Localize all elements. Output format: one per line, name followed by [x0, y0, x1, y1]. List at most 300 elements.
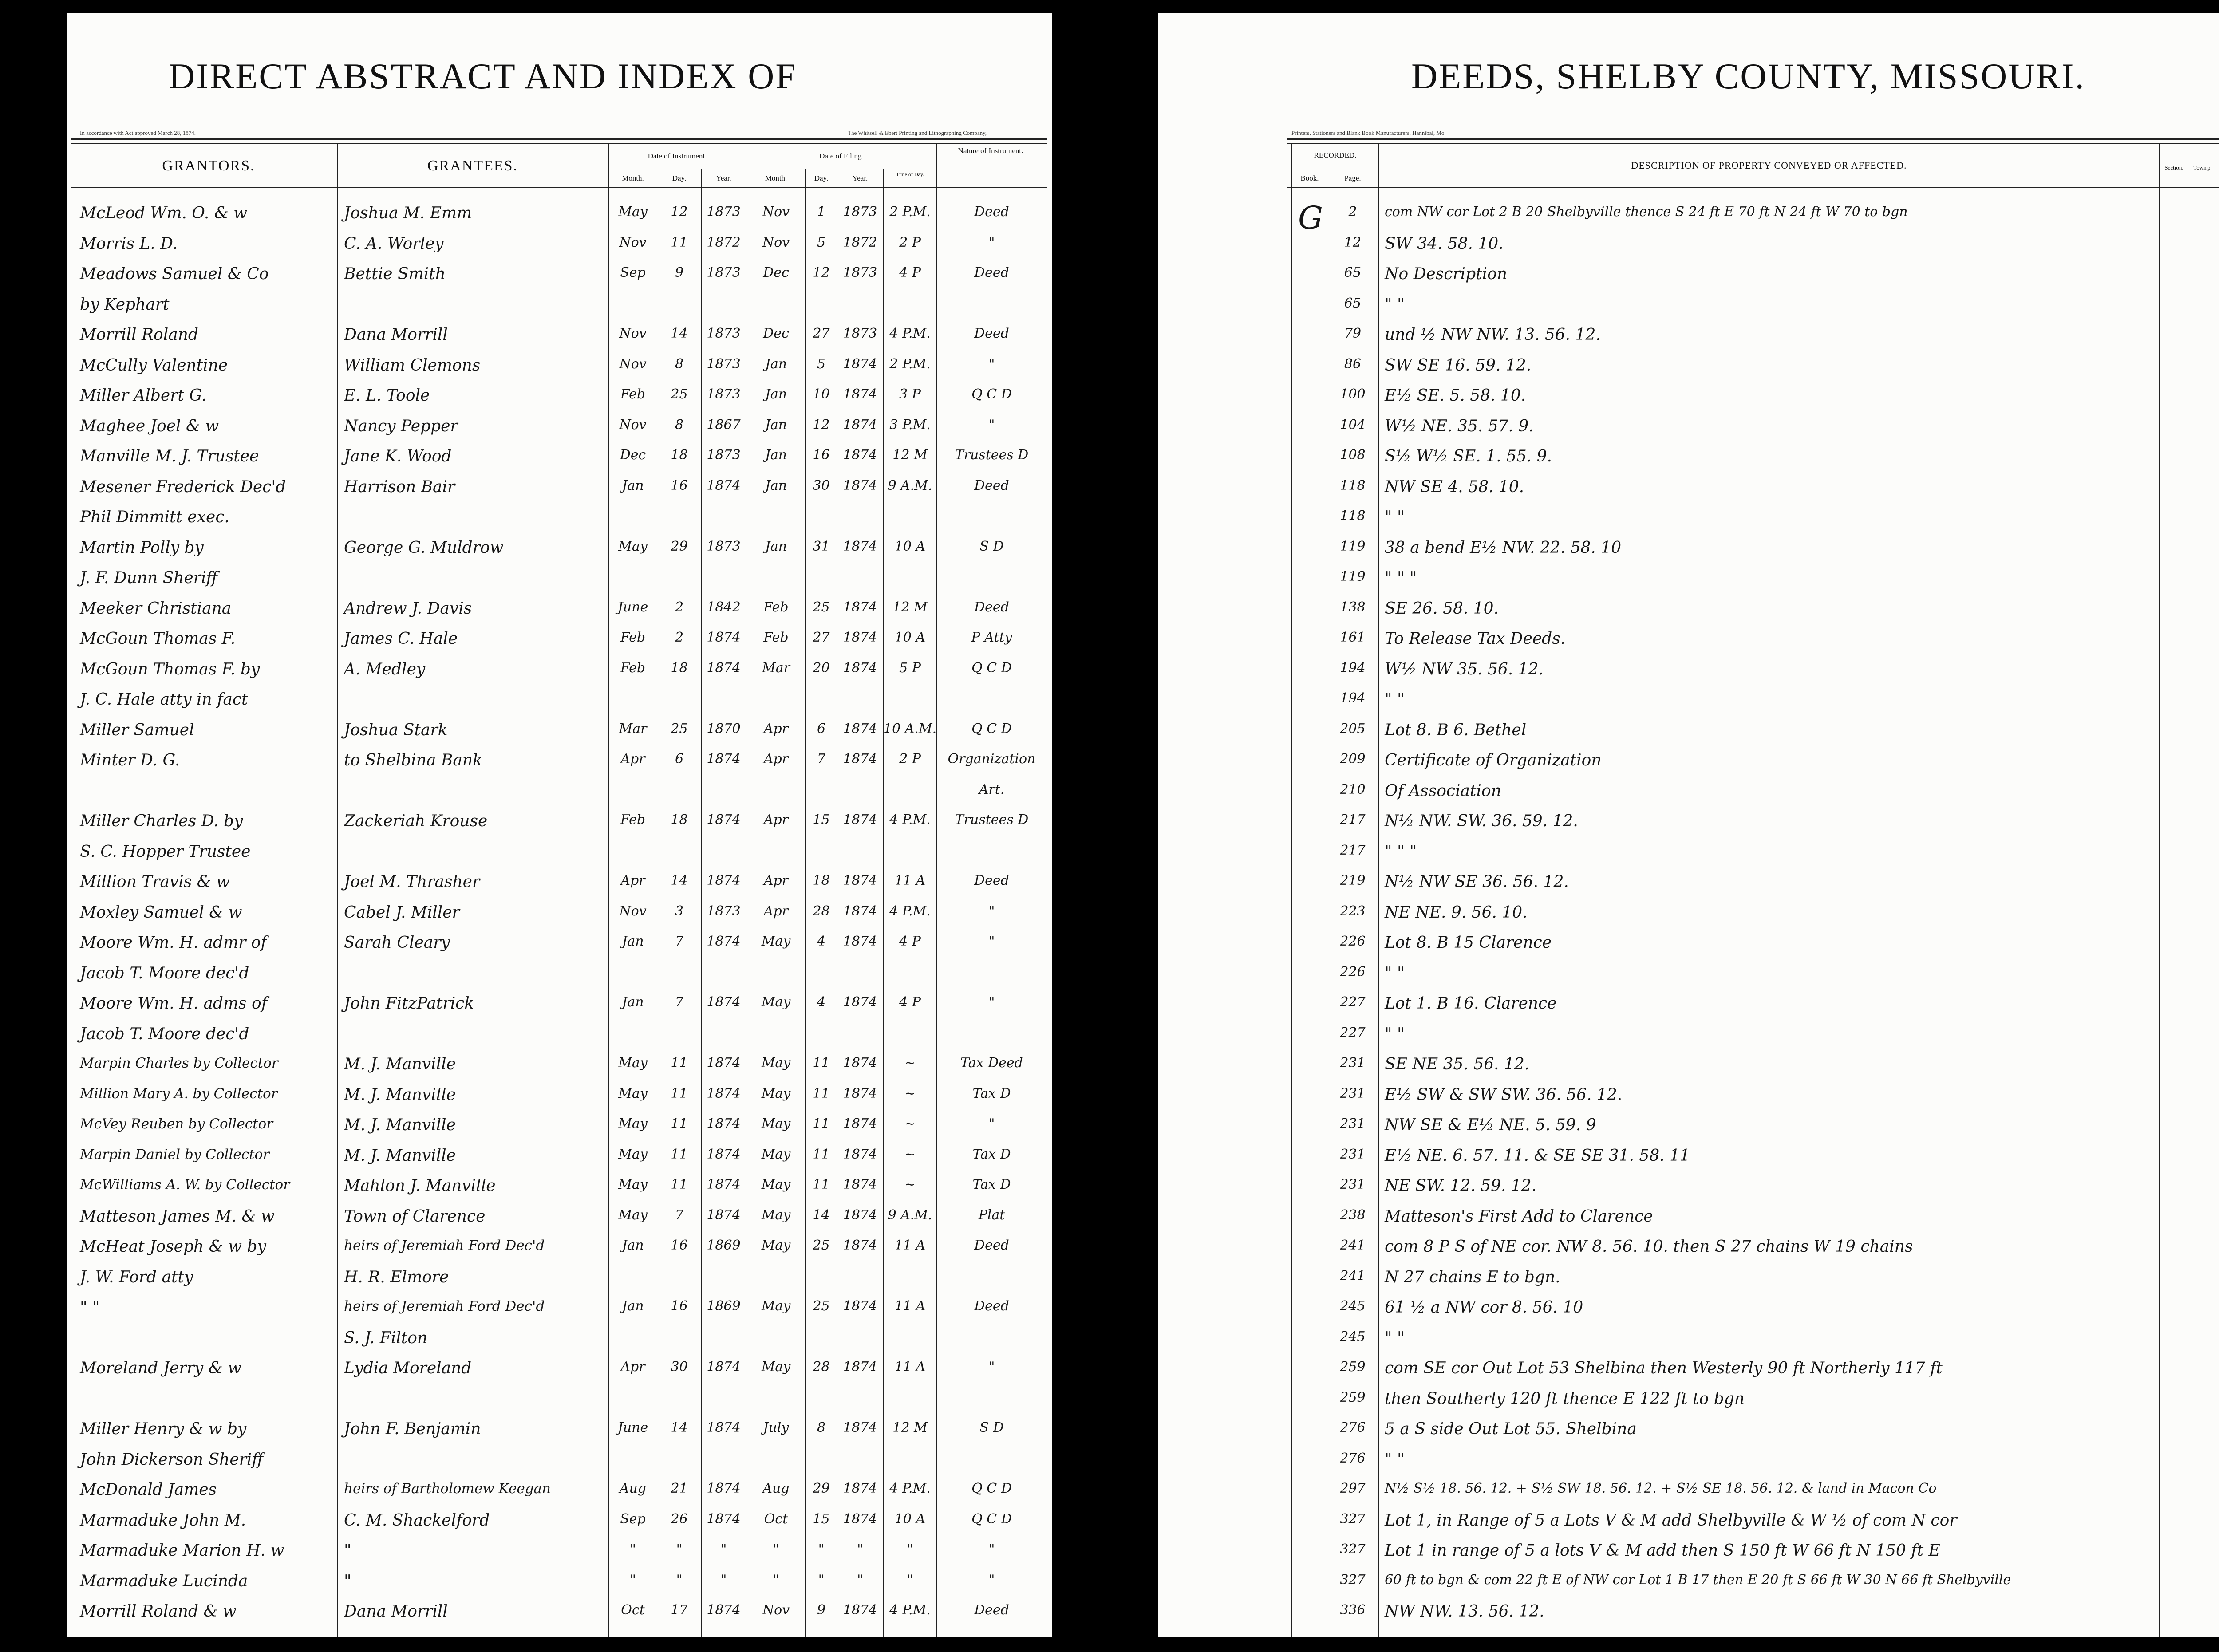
- filing-time-cell: 10 A: [894, 630, 926, 645]
- property-description-cell: N½ NW. SW. 36. 59. 12.: [1385, 812, 1578, 830]
- instrument-year-cell: 1874: [707, 1207, 741, 1223]
- nature-cell: Deed: [974, 873, 1009, 888]
- instrument-day-cell: 7: [675, 934, 684, 949]
- instrument-day-cell: 9: [675, 265, 684, 280]
- filing-day-cell: 27: [813, 630, 830, 645]
- instrument-day-cell: ": [676, 1572, 683, 1588]
- instrument-day-cell: 18: [671, 812, 688, 828]
- filing-time-cell: 12 M: [892, 1420, 928, 1435]
- instrument-year-cell: 1874: [707, 1116, 741, 1132]
- instrument-day-cell: 16: [671, 1298, 688, 1314]
- filing-time-cell: 4 P.M.: [889, 1602, 931, 1618]
- grantee-cell: ": [344, 1542, 351, 1560]
- record-page-cell: 231: [1340, 1146, 1366, 1162]
- property-description-cell: To Release Tax Deeds.: [1385, 630, 1566, 648]
- filing-day-cell: 25: [813, 1298, 830, 1314]
- instrument-year-cell: 1873: [707, 326, 741, 341]
- instrument-year-cell: 1873: [707, 903, 741, 919]
- instrument-day-cell: 14: [671, 1420, 688, 1435]
- grantor-cell: Miller Samuel: [80, 721, 194, 739]
- nature-cell: Deed: [974, 204, 1009, 220]
- time-of-day-header: Time of Day.: [896, 171, 924, 177]
- grantor-cell: S. C. Hopper Trustee: [80, 842, 251, 861]
- filing-month-cell: Apr: [763, 721, 789, 737]
- instrument-day-cell: 21: [671, 1481, 688, 1496]
- filing-time-cell: 4 P: [899, 265, 921, 280]
- filing-year-cell: 1872: [843, 234, 877, 250]
- property-description-cell: NW NW. 13. 56. 12.: [1385, 1602, 1544, 1620]
- filing-time-cell: ~: [904, 1116, 916, 1132]
- instrument-year-cell: 1873: [707, 356, 741, 372]
- instrument-month-cell: June: [617, 599, 648, 615]
- instrument-year-cell: 1874: [707, 477, 741, 493]
- filing-year-cell: 1874: [843, 1481, 877, 1496]
- filing-year-cell: 1874: [843, 934, 877, 949]
- record-page-cell: 227: [1340, 1025, 1366, 1041]
- filing-day-cell: 11: [813, 1177, 830, 1192]
- nature-cell: ": [988, 356, 995, 372]
- filing-month-cell: Feb: [763, 630, 789, 645]
- grantor-cell: McHeat Joseph & w by: [80, 1238, 266, 1256]
- filing-day-cell: 15: [813, 1511, 830, 1527]
- filing-year-cell: 1874: [843, 721, 877, 737]
- property-description-cell: Lot 8. B 6. Bethel: [1385, 721, 1527, 739]
- instrument-year-cell: 1874: [707, 630, 741, 645]
- top-thick-rule: [1287, 138, 2219, 140]
- record-page-cell: 227: [1340, 994, 1366, 1010]
- property-description-cell: " ": [1385, 964, 1405, 982]
- instrument-month-cell: Aug: [619, 1481, 647, 1496]
- grantor-cell: Morris L. D.: [80, 234, 178, 253]
- nature-cell: Deed: [974, 326, 1009, 341]
- property-description-cell: SE NE 35. 56. 12.: [1385, 1055, 1530, 1073]
- grantor-cell: Morrill Roland: [80, 326, 198, 344]
- description-header: DESCRIPTION OF PROPERTY CONVEYED OR AFFECTED.: [1631, 160, 1907, 171]
- grantor-cell: Meeker Christiana: [80, 599, 232, 618]
- grantor-cell: by Kephart: [80, 295, 170, 314]
- property-description-cell: SE 26. 58. 10.: [1385, 599, 1499, 618]
- instrument-year-cell: 1874: [707, 1177, 741, 1192]
- filing-year-cell: 1874: [843, 1055, 877, 1071]
- recorded-header: RECORDED.: [1314, 151, 1357, 159]
- filing-day-cell: 5: [817, 356, 826, 372]
- property-description-cell: E½ SW & SW SW. 36. 56. 12.: [1385, 1085, 1623, 1104]
- grantor-cell: McCully Valentine: [80, 356, 228, 375]
- record-page-cell: 241: [1340, 1238, 1366, 1253]
- grantor-cell: Phil Dimmitt exec.: [80, 508, 229, 526]
- filing-year-cell: 1874: [843, 386, 877, 402]
- filing-day-cell: 11: [813, 1146, 830, 1162]
- record-page-cell: 118: [1340, 477, 1366, 493]
- grantee-cell: William Clemons: [344, 356, 481, 375]
- record-page-cell: 86: [1344, 356, 1362, 372]
- filing-time-cell: 11 A: [894, 1238, 926, 1253]
- grantee-cell: H. R. Elmore: [344, 1268, 449, 1286]
- filing-year-cell: 1874: [843, 1146, 877, 1162]
- grantee-cell: heirs of Jeremiah Ford Dec'd: [344, 1298, 545, 1314]
- filing-time-cell: 11 A: [894, 1359, 926, 1375]
- date-instrument-header: Date of Instrument.: [648, 152, 707, 160]
- instrument-year-cell: ": [720, 1542, 727, 1557]
- grantor-cell: McDonald James: [80, 1481, 217, 1499]
- grantee-cell: M. J. Manville: [344, 1055, 456, 1073]
- filing-month-cell: May: [761, 1238, 791, 1253]
- filing-day-cell: 4: [817, 934, 826, 949]
- record-page-cell: 194: [1340, 660, 1366, 676]
- instrument-month-cell: Jan: [622, 934, 644, 949]
- instrument-month-cell: May: [618, 1207, 648, 1223]
- filing-year-cell: 1874: [843, 630, 877, 645]
- filing-month-cell: Aug: [762, 1481, 790, 1496]
- property-description-cell: S½ W½ SE. 1. 55. 9.: [1385, 447, 1552, 465]
- grantee-cell: Zackeriah Krouse: [344, 812, 488, 830]
- filing-year-cell: 1874: [843, 812, 877, 828]
- filing-day-cell: 25: [813, 599, 830, 615]
- grantee-cell: M. J. Manville: [344, 1146, 456, 1165]
- instrument-month-cell: May: [618, 1085, 648, 1101]
- grantee-cell: C. A. Worley: [344, 234, 444, 253]
- grantor-cell: Moore Wm. H. adms of: [80, 994, 268, 1013]
- header-bottom-rule: [1287, 187, 2219, 188]
- instrument-day-cell: 7: [675, 994, 684, 1010]
- grantor-cell: Marpin Charles by Collector: [80, 1055, 278, 1071]
- grantee-cell: E. L. Toole: [344, 386, 430, 405]
- instrument-day-cell: 25: [671, 386, 688, 402]
- record-page-cell: 65: [1344, 295, 1362, 311]
- filing-time-cell: 2 P: [899, 234, 921, 250]
- record-page-cell: 231: [1340, 1055, 1366, 1071]
- filing-time-cell: 4 P.M.: [889, 326, 931, 341]
- nature-cell: Deed: [974, 1238, 1009, 1253]
- binder-hole: [1127, 426, 1142, 470]
- instrument-month-cell: Feb: [620, 812, 646, 828]
- filing-month-cell: ": [773, 1542, 779, 1557]
- nature-cell: Tax Deed: [960, 1055, 1023, 1071]
- record-page-cell: 327: [1340, 1511, 1366, 1527]
- property-description-cell: E½ NE. 6. 57. 11. & SE SE 31. 58. 11: [1385, 1146, 1690, 1165]
- filing-day-cell: 27: [813, 326, 830, 341]
- filing-time-cell: 11 A: [894, 873, 926, 888]
- filing-year-cell: 1874: [843, 417, 877, 433]
- instrument-year-cell: 1874: [707, 751, 741, 767]
- record-page-cell: 2: [1348, 204, 1357, 220]
- day-header: Day.: [814, 174, 829, 182]
- filing-time-cell: 10 A: [894, 1511, 926, 1527]
- instrument-year-cell: 1872: [707, 234, 741, 250]
- instrument-year-cell: 1874: [707, 1481, 741, 1496]
- instrument-year-cell: 1874: [707, 1420, 741, 1435]
- record-page-cell: 297: [1340, 1481, 1366, 1496]
- record-page-cell: 231: [1340, 1177, 1366, 1192]
- property-description-cell: 38 a bend E½ NW. 22. 58. 10: [1385, 538, 1622, 557]
- filing-time-cell: 9 A.M.: [888, 477, 932, 493]
- nature-cell: ": [988, 234, 995, 250]
- nature-cell: Deed: [974, 1602, 1009, 1618]
- filing-year-cell: ": [857, 1542, 863, 1557]
- instrument-year-cell: 1874: [707, 1602, 741, 1618]
- nature-cell: Deed: [974, 477, 1009, 493]
- instrument-month-cell: Jan: [622, 994, 644, 1010]
- filing-day-cell: 1: [817, 204, 826, 220]
- instrument-day-cell: 17: [671, 1602, 688, 1618]
- grantor-cell: Miller Charles D. by: [80, 812, 243, 830]
- filing-time-cell: 5 P: [899, 660, 921, 676]
- binder-hole: [1127, 293, 1142, 337]
- record-page-cell: 336: [1340, 1602, 1366, 1618]
- property-description-cell: W½ NE. 35. 57. 9.: [1385, 417, 1534, 435]
- record-page-cell: 259: [1340, 1359, 1366, 1375]
- grantor-cell: Marpin Daniel by Collector: [80, 1146, 270, 1163]
- filing-year-cell: 1874: [843, 447, 877, 463]
- instrument-day-cell: 18: [671, 447, 688, 463]
- grantor-cell: Million Mary A. by Collector: [80, 1085, 278, 1102]
- nature-cell: Deed: [974, 599, 1009, 615]
- property-description-cell: " ": [1385, 1450, 1405, 1469]
- instrument-year-cell: 1870: [707, 721, 741, 737]
- grantor-cell: McVey Reuben by Collector: [80, 1116, 273, 1132]
- grantee-cell: Jane K. Wood: [344, 447, 452, 465]
- grantee-cell: Sarah Cleary: [344, 934, 450, 952]
- instrument-day-cell: 8: [675, 356, 684, 372]
- book-letter: G: [1298, 200, 1323, 236]
- filing-year-cell: 1874: [843, 538, 877, 554]
- property-description-cell: Lot 1, in Range of 5 a Lots V & M add Shelbyville & W ½ of com N cor: [1385, 1511, 1957, 1530]
- property-description-cell: N 27 chains E to bgn.: [1385, 1268, 1560, 1286]
- grantor-cell: Million Travis & w: [80, 873, 230, 891]
- instrument-year-cell: 1874: [707, 1085, 741, 1101]
- instrument-day-cell: 2: [675, 630, 684, 645]
- filing-day-cell: ": [818, 1542, 825, 1557]
- filing-year-cell: 1874: [843, 1420, 877, 1435]
- record-page-cell: 231: [1340, 1116, 1366, 1132]
- nature-cell: Q C D: [971, 1481, 1012, 1496]
- record-page-cell: 259: [1340, 1389, 1366, 1405]
- grantee-cell: James C. Hale: [344, 630, 458, 648]
- property-description-cell: N½ S½ 18. 56. 12. + S½ SW 18. 56. 12. + S½ SE 18. 56. 12. & land in Macon Co: [1385, 1481, 1937, 1496]
- instrument-month-cell: May: [618, 1116, 648, 1132]
- nature-cell: Q C D: [971, 721, 1012, 737]
- filing-year-cell: 1874: [843, 903, 877, 919]
- nature-cell: ": [988, 1116, 995, 1132]
- filing-month-cell: May: [761, 1177, 791, 1192]
- record-page-cell: 210: [1340, 781, 1366, 797]
- grantee-cell: John F. Benjamin: [344, 1420, 481, 1438]
- filing-time-cell: 4 P: [899, 994, 921, 1010]
- filing-month-cell: May: [761, 1116, 791, 1132]
- instrument-month-cell: Mar: [619, 721, 647, 737]
- instrument-month-cell: Jan: [622, 1298, 644, 1314]
- nature-cell: Tax D: [972, 1146, 1011, 1162]
- nature-cell: Deed: [974, 1298, 1009, 1314]
- instrument-month-cell: ": [630, 1542, 636, 1557]
- instrument-day-cell: 11: [671, 1116, 688, 1132]
- filing-time-cell: ~: [904, 1146, 916, 1162]
- filing-month-cell: Apr: [763, 903, 789, 919]
- property-description-cell: 5 a S side Out Lot 55. Shelbina: [1385, 1420, 1637, 1438]
- filing-time-cell: 4 P.M.: [889, 903, 931, 919]
- grantor-cell: Moore Wm. H. admr of: [80, 934, 267, 952]
- date-filing-header: Date of Filing.: [819, 152, 864, 160]
- binder-hole: [1127, 1322, 1142, 1367]
- grantee-cell: Joel M. Thrasher: [344, 873, 480, 891]
- property-description-cell: und ½ NW NW. 13. 56. 12.: [1385, 326, 1601, 344]
- instrument-day-cell: ": [676, 1542, 683, 1557]
- top-thin-rule: [1287, 143, 2219, 144]
- grantor-cell: Marmaduke John M.: [80, 1511, 246, 1530]
- instrument-month-cell: Dec: [620, 447, 646, 463]
- instrument-month-cell: May: [618, 204, 648, 220]
- filing-time-cell: 9 A.M.: [888, 1207, 932, 1223]
- nature-cell: Q C D: [971, 386, 1012, 402]
- record-page-cell: 241: [1340, 1268, 1366, 1284]
- grantor-cell: McWilliams A. W. by Collector: [80, 1177, 290, 1193]
- grantor-cell: Marmaduke Lucinda: [80, 1572, 248, 1590]
- filing-year-cell: 1874: [843, 994, 877, 1010]
- property-description-cell: SW 34. 58. 10.: [1385, 234, 1504, 253]
- filing-time-cell: 11 A: [894, 1298, 926, 1314]
- instrument-day-cell: 6: [675, 751, 684, 767]
- filing-month-cell: Jan: [765, 477, 787, 493]
- record-page-cell: 276: [1340, 1450, 1366, 1466]
- grantor-cell: Jacob T. Moore dec'd: [80, 1025, 249, 1043]
- instrument-day-cell: 16: [671, 477, 688, 493]
- nature-cell: Tax D: [972, 1177, 1011, 1192]
- property-description-cell: Matteson's First Add to Clarence: [1385, 1207, 1653, 1226]
- filing-year-cell: 1874: [843, 1238, 877, 1253]
- filing-year-cell: 1874: [843, 751, 877, 767]
- record-page-cell: 119: [1340, 569, 1366, 584]
- filing-day-cell: 28: [813, 903, 830, 919]
- instrument-day-cell: 11: [671, 1085, 688, 1101]
- filing-day-cell: 10: [813, 386, 830, 402]
- filing-year-cell: 1874: [843, 873, 877, 888]
- instrument-month-cell: May: [618, 1146, 648, 1162]
- property-description-cell: then Southerly 120 ft thence E 122 ft to bgn: [1385, 1389, 1745, 1408]
- col-divider: [337, 143, 338, 1637]
- filing-year-cell: 1874: [843, 356, 877, 372]
- record-page-cell: 79: [1344, 326, 1362, 341]
- filing-year-cell: 1874: [843, 1511, 877, 1527]
- record-page-cell: 100: [1340, 386, 1366, 402]
- grantee-cell: heirs of Bartholomew Keegan: [344, 1481, 551, 1497]
- record-page-cell: 238: [1340, 1207, 1366, 1223]
- nature-cell: Organization: [948, 751, 1036, 767]
- filing-year-cell: 1874: [843, 1207, 877, 1223]
- property-description-cell: SW SE 16. 59. 12.: [1385, 356, 1532, 375]
- instrument-day-cell: 11: [671, 1055, 688, 1071]
- year-header: Year.: [716, 174, 731, 182]
- record-page-cell: 231: [1340, 1085, 1366, 1101]
- filing-time-cell: 2 P.M.: [889, 356, 931, 372]
- record-page-cell: 194: [1340, 690, 1366, 706]
- filing-year-cell: 1874: [843, 1359, 877, 1375]
- act-note: In accordance with Act approved March 28, 1874.: [80, 130, 196, 136]
- filing-year-cell: 1873: [843, 326, 877, 341]
- filing-month-cell: Dec: [763, 265, 789, 280]
- nature-cell: Plat: [978, 1207, 1005, 1223]
- filing-month-cell: Jan: [765, 538, 787, 554]
- nature-cell: ": [988, 994, 995, 1010]
- filing-month-cell: May: [761, 1207, 791, 1223]
- instrument-month-cell: Oct: [621, 1602, 645, 1618]
- grantor-cell: Miller Henry & w by: [80, 1420, 247, 1438]
- filing-day-cell: 14: [813, 1207, 830, 1223]
- instrument-year-cell: 1874: [707, 873, 741, 888]
- instrument-month-cell: May: [618, 1177, 648, 1192]
- property-description-cell: com 8 P S of NE cor. NW 8. 56. 10. then S 27 chains W 19 chains: [1385, 1238, 1913, 1256]
- nature-cell: ": [988, 903, 995, 919]
- filing-day-cell: 20: [813, 660, 830, 676]
- filing-month-cell: Jan: [765, 386, 787, 402]
- grantor-cell: Marmaduke Marion H. w: [80, 1542, 284, 1560]
- instrument-year-cell: 1874: [707, 1146, 741, 1162]
- nature-cell: P Atty: [971, 630, 1012, 645]
- filing-month-cell: Jan: [765, 356, 787, 372]
- record-page-cell: 245: [1340, 1298, 1366, 1314]
- binder-hole: [1127, 1189, 1142, 1234]
- filing-month-cell: Nov: [762, 234, 790, 250]
- grantee-cell: Mahlon J. Manville: [344, 1177, 496, 1195]
- property-description-cell: Of Association: [1385, 781, 1501, 800]
- instrument-day-cell: 7: [675, 1207, 684, 1223]
- instrument-day-cell: 30: [671, 1359, 688, 1375]
- filing-time-cell: 10 A.M.: [884, 721, 937, 737]
- filing-day-cell: 31: [813, 538, 830, 554]
- grantee-cell: Bettie Smith: [344, 265, 446, 283]
- instrument-month-cell: Jan: [622, 1238, 644, 1253]
- filing-day-cell: 8: [817, 1420, 826, 1435]
- property-description-cell: NW SE & E½ NE. 5. 59. 9: [1385, 1116, 1596, 1134]
- record-page-cell: 104: [1340, 417, 1366, 433]
- filing-day-cell: ": [818, 1572, 825, 1588]
- filing-year-cell: 1874: [843, 1116, 877, 1132]
- property-description-cell: 60 ft to bgn & com 22 ft E of NW cor Lot 1 B 17 then E 20 ft S 66 ft W 30 N 66 ft Shelbyville: [1385, 1572, 2011, 1588]
- filing-month-cell: May: [761, 1055, 791, 1071]
- record-page-cell: 65: [1344, 265, 1362, 280]
- instrument-year-cell: 1869: [707, 1238, 741, 1253]
- filing-time-cell: 4 P.M.: [889, 812, 931, 828]
- instrument-month-cell: Apr: [620, 873, 645, 888]
- property-description-cell: " ": [1385, 1329, 1405, 1347]
- grantee-cell: S. J. Filton: [344, 1329, 428, 1347]
- nature-cell: ": [988, 417, 995, 433]
- filing-month-cell: Mar: [762, 660, 790, 676]
- grantor-cell: Matteson James M. & w: [80, 1207, 275, 1226]
- filing-time-cell: 2 P.M.: [889, 204, 931, 220]
- grantee-cell: Joshua M. Emm: [344, 204, 472, 222]
- filing-year-cell: 1874: [843, 477, 877, 493]
- instrument-month-cell: Nov: [619, 356, 647, 372]
- filing-time-cell: 3 P.M.: [889, 417, 931, 433]
- property-description-cell: NE SW. 12. 59. 12.: [1385, 1177, 1537, 1195]
- instrument-year-cell: 1873: [707, 447, 741, 463]
- filing-month-cell: May: [761, 1146, 791, 1162]
- filing-day-cell: 28: [813, 1359, 830, 1375]
- property-description-cell: N½ NW SE 36. 56. 12.: [1385, 873, 1569, 891]
- page-header: Page.: [1344, 174, 1361, 182]
- property-description-cell: " " ": [1385, 842, 1417, 861]
- instrument-month-cell: Nov: [619, 903, 647, 919]
- filing-day-cell: 16: [813, 447, 830, 463]
- instrument-day-cell: 14: [671, 326, 688, 341]
- filing-day-cell: 12: [813, 417, 830, 433]
- instrument-year-cell: 1874: [707, 812, 741, 828]
- nature-cell: S D: [979, 538, 1004, 554]
- instrument-year-cell: 1874: [707, 1511, 741, 1527]
- property-description-cell: com NW cor Lot 2 B 20 Shelbyville thence S 24 ft E 70 ft N 24 ft W 70 to bgn: [1385, 204, 1908, 220]
- filing-month-cell: May: [761, 934, 791, 949]
- right-ledger-page: [1158, 13, 2219, 1637]
